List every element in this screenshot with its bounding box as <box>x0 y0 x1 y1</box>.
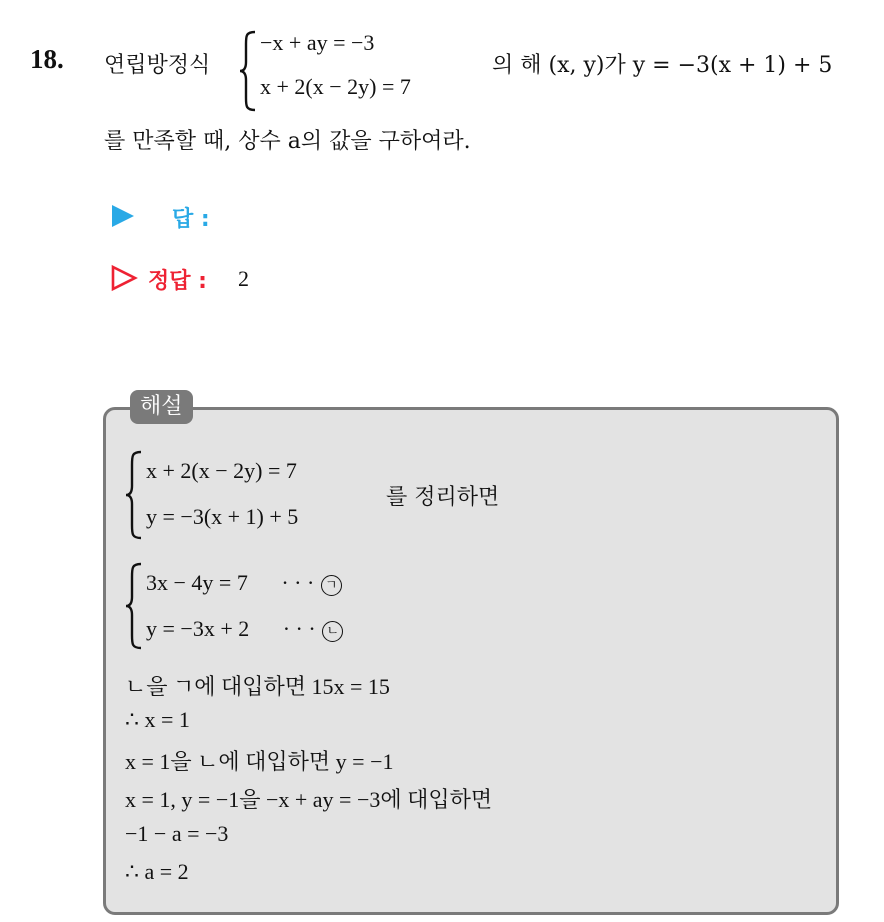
explanation-line-1: ㄴ을 ㄱ에 대입하면 15x = 15 <box>125 674 390 699</box>
correct-answer-arrow-icon <box>110 264 138 292</box>
problem-question-text: 를 만족할 때, 상수 a의 값을 구하여라. <box>104 129 471 154</box>
explanation-line-3: x = 1을 ㄴ에 대입하면 y = −1 <box>125 749 394 774</box>
problem-equation-2: x + 2(x − 2y) = 7 <box>260 74 411 99</box>
left-brace-icon <box>124 562 144 650</box>
explanation-system1-eq2: y = −3(x + 1) + 5 <box>146 504 299 529</box>
circled-nieun-marker: ㄴ <box>322 621 343 642</box>
explanation-system2-eq2: y = −3x + 2 <box>146 616 250 641</box>
explanation-line-6: ∴ a = 2 <box>125 859 189 884</box>
explanation-system2-row1 <box>146 570 343 596</box>
correct-answer-label: 정답 : <box>148 269 207 294</box>
problem-number: 18. <box>30 44 64 74</box>
problem-equation-system <box>238 30 468 112</box>
explanation-system2-row2 <box>146 616 344 642</box>
explanation-system1-suffix: 를 정리하면 <box>386 485 500 510</box>
answer-arrow-icon <box>110 203 136 229</box>
explanation-system1-eq1: x + 2(x − 2y) = 7 <box>146 458 297 483</box>
explanation-system-2 <box>124 562 384 650</box>
explanation-system2-eq1: 3x − 4y = 7 <box>146 570 248 595</box>
explanation-line-5: −1 − a = −3 <box>125 821 229 846</box>
explanation-line-2: ∴ x = 1 <box>125 707 190 732</box>
left-brace-icon <box>238 30 258 112</box>
circled-giyeok-marker: ㄱ <box>321 575 342 596</box>
problem-equation-1: −x + ay = −3 <box>260 30 375 55</box>
problem-lead-text: 연립방정식 <box>104 53 211 78</box>
explanation-line-4: x = 1, y = −1을 −x + ay = −3에 대입하면 <box>125 787 493 812</box>
correct-answer-value: 2 <box>238 266 249 291</box>
answer-label: 답 : <box>172 207 210 232</box>
problem-condition-text: 의 해 (x, y)가 y = −3(x + 1) + 5 <box>492 53 833 78</box>
ellipsis: · · · <box>282 616 316 641</box>
explanation-system-1 <box>124 450 364 540</box>
explanation-tag: 해설 <box>130 390 193 424</box>
ellipsis: · · · <box>281 570 315 595</box>
left-brace-icon <box>124 450 144 540</box>
